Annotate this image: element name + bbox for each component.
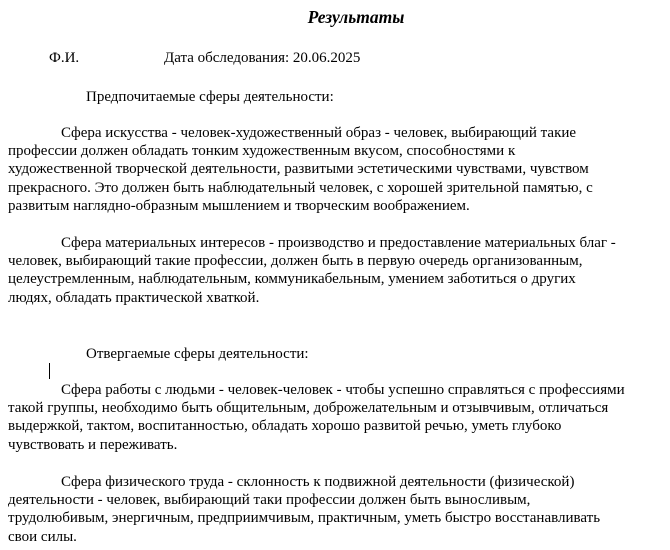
name-label: Ф.И. (49, 50, 80, 66)
text-line: выдержкой, тактом, воспитанностью, обладать хорошо развитой речью, уметь глубоко (8, 418, 562, 435)
text-line: прекрасного. Это должен быть наблюдательный человек, с хорошей зрительной памятью, с (8, 179, 593, 196)
text-line: человек, выбирающий такие профессии, должен быть в первую очередь организованным, (8, 253, 583, 270)
text-line: целеустремленным, наблюдательным, коммуникабельным, умением заботиться о других (8, 271, 576, 288)
text-line: такой группы, необходимо быть общительным, доброжелательным и отзывчивым, отличаться (8, 400, 609, 417)
rejected-spheres-heading: Отвергаемые сферы деятельности: (86, 346, 309, 362)
exam-date: Дата обследования: 20.06.2025 (164, 50, 361, 66)
text-line: трудолюбивым, энергичным, предприимчивым, практичным, уметь быстро восстанавливать (8, 510, 601, 527)
paragraph-material-sphere (8, 234, 666, 307)
text-line: профессии должен обладать тонким художественным вкусом, способностями к (8, 143, 516, 160)
text-line: развитым наглядно-образным мышлением и творческим воображением. (8, 197, 470, 214)
text-line: чувствовать и переживать. (8, 436, 178, 453)
paragraph-physical-sphere (8, 473, 666, 546)
text-line: Сфера искусства - человек-художественный образ - человек, выбирающий такие (61, 125, 577, 141)
text-line: Сфера материальных интересов - производство и предоставление материальных благ - (61, 235, 616, 251)
preferred-spheres-heading: Предпочитаемые сферы деятельности: (86, 89, 334, 105)
text-line: Сфера работы с людьми - человек-человек - чтобы успешно справляться с профессиями (61, 382, 625, 398)
text-line: людях, обладать практической хваткой. (8, 289, 260, 306)
text-line: свои силы. (8, 528, 77, 545)
paragraph-people-sphere (8, 381, 666, 454)
text-cursor (49, 363, 50, 379)
text-line: художественной творческой деятельности, развитыми эстетическими чувствами, чувством (8, 161, 589, 178)
paragraph-art-sphere (8, 124, 666, 215)
text-line: Сфера физического труда - склонность к подвижной деятельности (физической) (61, 474, 575, 490)
text-line: деятельности - человек, выбирающий таки профессии должен быть выносливым, (8, 492, 531, 509)
document-title: Результаты (307, 7, 405, 27)
